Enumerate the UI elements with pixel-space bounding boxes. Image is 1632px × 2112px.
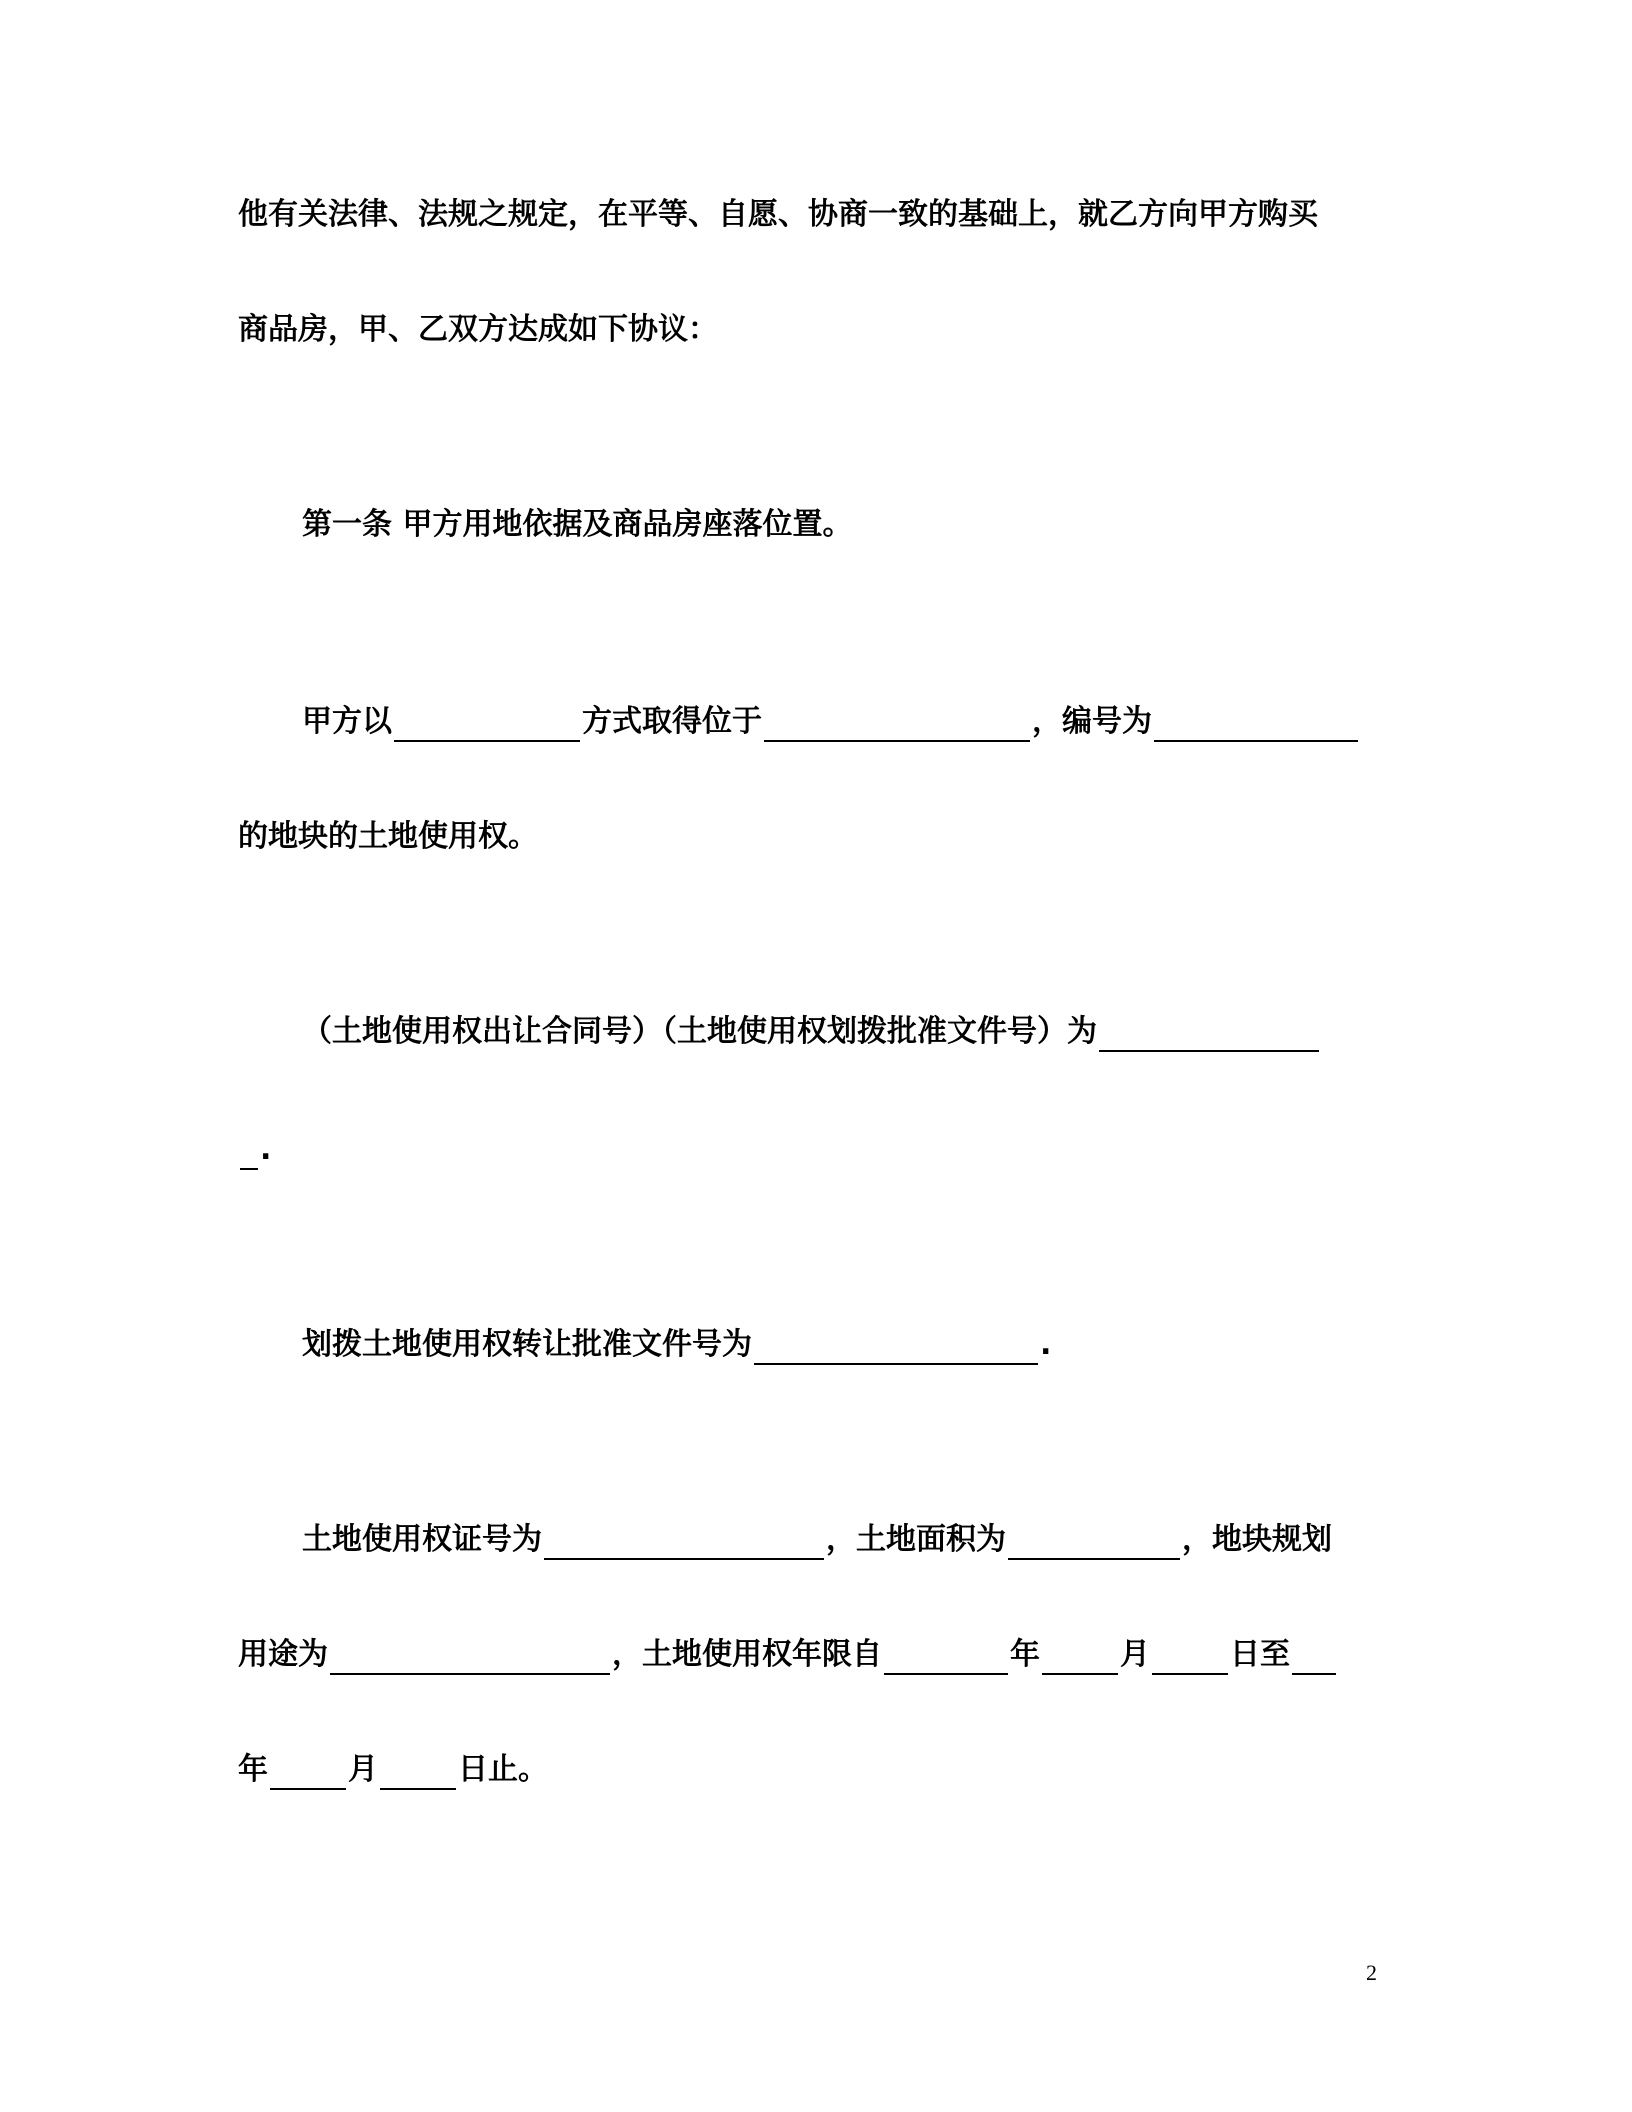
fill-in-blank[interactable] — [1042, 1643, 1118, 1675]
body-text-line — [238, 1130, 271, 1170]
text: ，土地面积为 — [826, 1522, 1006, 1557]
text: 商品房，甲、乙双方达成如下协议： — [238, 312, 718, 347]
text: 年 — [1010, 1637, 1040, 1672]
text: 日至 — [1230, 1637, 1290, 1672]
fill-in-blank[interactable] — [1154, 710, 1358, 742]
text: 甲方以 — [302, 704, 392, 739]
fill-in-blank[interactable] — [754, 1333, 1038, 1365]
fill-in-blank[interactable] — [270, 1758, 346, 1790]
fill-in-blank[interactable] — [380, 1758, 456, 1790]
fill-in-blank[interactable] — [1099, 1020, 1319, 1052]
fill-in-blank[interactable] — [1152, 1643, 1228, 1675]
body-text-line — [302, 1325, 1051, 1365]
body-text-line — [238, 1750, 548, 1790]
body-text-line — [302, 1520, 1332, 1560]
fill-in-blank[interactable] — [330, 1643, 610, 1675]
body-text-line — [238, 310, 718, 350]
text: 用途为 — [238, 1637, 328, 1672]
fill-in-blank[interactable] — [240, 1138, 258, 1170]
fill-in-blank[interactable] — [394, 710, 580, 742]
text: 划拨土地使用权转让批准文件号为 — [302, 1327, 752, 1362]
text: . — [1040, 1327, 1052, 1362]
text: 方式取得位于 — [582, 704, 762, 739]
fill-in-blank[interactable] — [544, 1528, 824, 1560]
fill-in-blank[interactable] — [764, 710, 1030, 742]
fill-in-blank[interactable] — [1292, 1643, 1336, 1675]
body-text-line — [238, 817, 538, 857]
text: 土地使用权证号为 — [302, 1522, 542, 1557]
text: ，土地使用权年限自 — [612, 1637, 882, 1672]
text: 的地块的土地使用权。 — [238, 819, 538, 854]
body-text-line — [302, 1012, 1321, 1052]
text: 第一条 甲方用地依据及商品房座落位置。 — [302, 507, 853, 542]
text: ，地块规划 — [1182, 1522, 1332, 1557]
text: 他有关法律、法规之规定，在平等、自愿、协商一致的基础上，就乙方向甲方购买 — [238, 197, 1318, 232]
text: 月 — [348, 1752, 378, 1787]
text: 年 — [238, 1752, 268, 1787]
text: . — [260, 1132, 272, 1167]
body-text-line — [302, 702, 1360, 742]
article-heading — [302, 505, 852, 545]
body-text-line — [238, 195, 1318, 235]
text: 月 — [1120, 1637, 1150, 1672]
fill-in-blank[interactable] — [1008, 1528, 1180, 1560]
fill-in-blank[interactable] — [884, 1643, 1008, 1675]
text: ，编号为 — [1032, 704, 1152, 739]
text: （土地使用权出让合同号）（土地使用权划拨批准文件号）为 — [302, 1014, 1097, 1049]
page-number: 2 — [1366, 1960, 1377, 1985]
body-text-line — [238, 1635, 1338, 1675]
text: 日止。 — [458, 1752, 548, 1787]
